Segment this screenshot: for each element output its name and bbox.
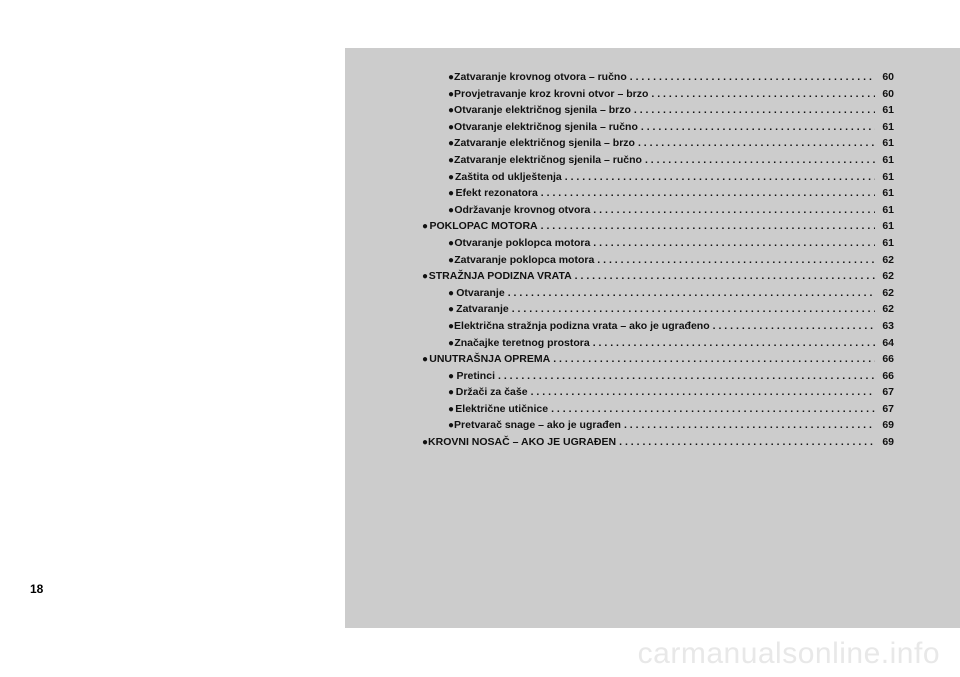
dot-leader [651, 88, 875, 100]
dot-leader [593, 337, 875, 349]
toc-page-number: 61 [882, 104, 894, 117]
dot-leader [713, 320, 875, 332]
bullet-icon: ● [448, 387, 455, 399]
toc-page-number: 61 [882, 153, 894, 166]
bullet-icon: ● [448, 420, 455, 432]
toc-label: Efekt rezonatora [455, 187, 538, 200]
dot-leader [638, 137, 875, 149]
dot-leader [634, 104, 875, 116]
toc-label: Zatvaranje poklopca motora [454, 253, 595, 266]
dot-leader [593, 204, 875, 216]
bullet-icon: ● [448, 287, 455, 299]
toc-page-number: 60 [882, 87, 894, 100]
toc-section[interactable] [422, 220, 894, 237]
toc-page-number: 62 [882, 286, 894, 299]
toc-label: Zatvaranje električnog sjenila – brzo [454, 137, 635, 150]
toc-page-number: 67 [882, 386, 894, 399]
toc-subsection[interactable] [422, 187, 894, 204]
bullet-icon: ● [448, 72, 455, 83]
toc-page-number: 61 [882, 187, 894, 200]
toc-page-number: 62 [882, 253, 894, 266]
toc-label: STRAŽNJA PODIZNA VRATA [428, 270, 572, 283]
bullet-icon: ● [422, 221, 429, 233]
toc-subsection[interactable] [422, 320, 894, 337]
dot-leader [531, 386, 875, 398]
toc-page-number: 61 [882, 236, 894, 249]
bullet-icon: ● [448, 121, 455, 133]
toc-page-number: 62 [882, 270, 894, 283]
toc-section[interactable] [422, 436, 894, 453]
toc-label: Značajke teretnog prostora [454, 336, 590, 349]
table-of-contents [422, 71, 894, 453]
dot-leader [551, 403, 875, 415]
dot-leader [645, 154, 875, 166]
dot-leader [597, 254, 875, 266]
bullet-icon: ● [448, 403, 455, 415]
bullet-icon: ● [448, 304, 455, 316]
bullet-icon: ● [448, 171, 455, 183]
toc-label: Zatvaranje električnog sjenila – ručno [454, 153, 642, 166]
bullet-icon: ● [448, 88, 455, 100]
toc-subsection[interactable] [422, 403, 894, 420]
dot-leader [541, 187, 875, 199]
watermark: carmanualsonline.info [637, 637, 940, 670]
toc-subsection[interactable] [422, 137, 894, 154]
toc-subsection[interactable] [422, 254, 894, 271]
toc-label: Otvaranje električnog sjenila – ručno [454, 120, 638, 133]
bullet-icon: ● [448, 370, 455, 382]
toc-section[interactable] [422, 353, 894, 370]
bullet-icon: ● [448, 254, 455, 266]
bullet-icon: ● [448, 138, 455, 150]
bullet-icon: ● [448, 337, 455, 349]
toc-page-number: 69 [882, 419, 894, 432]
bullet-icon: ● [422, 271, 429, 283]
bullet-icon: ● [448, 154, 455, 166]
toc-page-number: 69 [882, 436, 894, 449]
toc-label: Električne utičnice [455, 402, 549, 415]
dot-leader [512, 303, 875, 315]
dot-leader [508, 287, 875, 299]
toc-subsection[interactable] [422, 287, 894, 304]
toc-label: UNUTRAŠNJA OPREMA [429, 353, 551, 366]
toc-subsection[interactable] [422, 337, 894, 354]
dot-leader [593, 237, 875, 249]
bullet-icon: ● [448, 188, 455, 200]
toc-page-number: 61 [882, 220, 894, 233]
toc-label: Otvaranje [456, 286, 505, 299]
toc-page-number: 61 [882, 170, 894, 183]
toc-label: Zatvaranje krovnog otvora – ručno [454, 71, 627, 83]
bullet-icon: ● [448, 237, 455, 249]
bullet-icon: ● [422, 437, 429, 449]
toc-subsection[interactable] [422, 204, 894, 221]
toc-page-number: 63 [882, 319, 894, 332]
toc-label: Zaštita od uklještenja [454, 170, 562, 183]
toc-page-number: 66 [882, 353, 894, 366]
toc-label: POKLOPAC MOTORA [429, 220, 538, 233]
toc-label: Držači za čaše [455, 386, 528, 399]
toc-subsection[interactable] [422, 121, 894, 138]
bullet-icon: ● [422, 354, 429, 366]
toc-page-number: 61 [882, 203, 894, 216]
toc-label: Pretvarač snage – ako je ugrađen [454, 419, 621, 432]
toc-subsection[interactable] [422, 71, 894, 88]
dot-leader [565, 171, 875, 183]
dot-leader [641, 121, 875, 133]
toc-label: Otvaranje električnog sjenila – brzo [454, 104, 631, 117]
dot-leader [498, 370, 875, 382]
toc-label: Održavanje krovnog otvora [454, 203, 591, 216]
toc-label: Pretinci [456, 369, 495, 382]
bullet-icon: ● [448, 204, 455, 216]
toc-label: Otvaranje poklopca motora [454, 236, 591, 249]
toc-subsection[interactable] [422, 419, 894, 436]
toc-subsection[interactable] [422, 370, 894, 387]
toc-page-number: 66 [882, 369, 894, 382]
toc-subsection[interactable] [422, 237, 894, 254]
toc-page-number: 62 [882, 303, 894, 316]
page-number: 18 [30, 582, 44, 596]
dot-leader [624, 419, 875, 431]
toc-subsection[interactable] [422, 171, 894, 188]
toc-page-number: 64 [882, 336, 894, 349]
dot-leader [541, 220, 875, 232]
toc-page-number: 67 [882, 402, 894, 415]
toc-subsection[interactable] [422, 386, 894, 403]
toc-page-number: 61 [882, 137, 894, 150]
toc-subsection[interactable] [422, 88, 894, 105]
dot-leader [575, 270, 875, 282]
toc-page-number: 60 [882, 71, 894, 83]
toc-label: Električna stražnja podizna vrata – ako je ugrađeno [454, 319, 710, 332]
toc-subsection[interactable] [422, 303, 894, 320]
dot-leader [619, 436, 875, 448]
toc-label: Provjetravanje kroz krovni otvor – brzo [454, 87, 649, 100]
toc-subsection[interactable] [422, 154, 894, 171]
toc-section[interactable] [422, 270, 894, 287]
dot-leader [630, 71, 875, 83]
dot-leader [553, 353, 875, 365]
bullet-icon: ● [448, 320, 455, 332]
toc-page-number: 61 [882, 120, 894, 133]
toc-subsection[interactable] [422, 104, 894, 121]
toc-label: KROVNI NOSAČ – AKO JE UGRAĐEN [428, 436, 617, 449]
bullet-icon: ● [448, 105, 455, 117]
toc-label: Zatvaranje [456, 303, 509, 316]
